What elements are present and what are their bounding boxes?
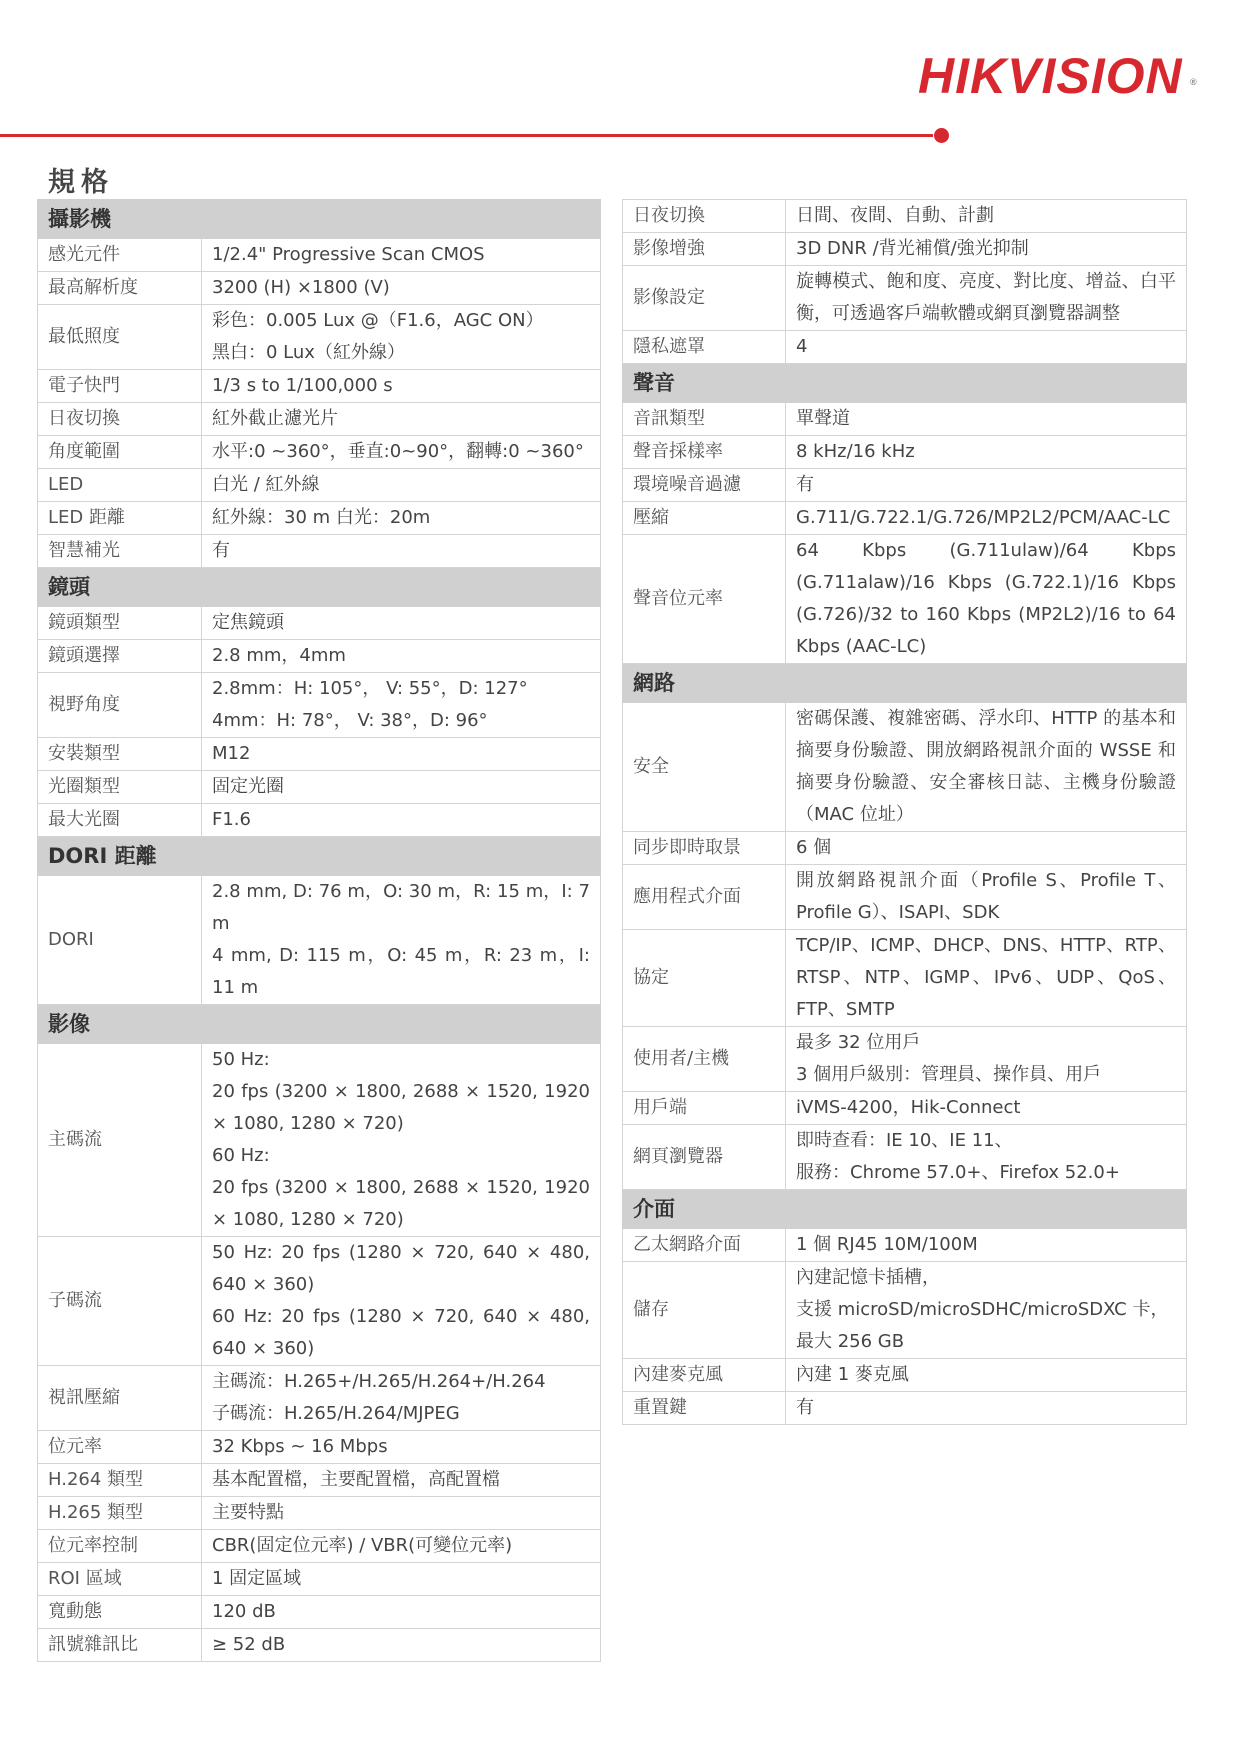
section-title: DORI 距離 — [38, 837, 601, 876]
section-header — [623, 1190, 1187, 1229]
spec-value — [202, 502, 601, 535]
spec-row — [623, 1027, 1187, 1092]
section-header — [623, 664, 1187, 703]
spec-row — [38, 1431, 601, 1464]
spec-value — [786, 469, 1187, 502]
spec-value-line: 白光 / 紅外線 — [212, 474, 320, 495]
spec-label: 子碼流 — [38, 1237, 202, 1366]
spec-row — [38, 370, 601, 403]
spec-row — [38, 1044, 601, 1237]
spec-row — [623, 266, 1187, 331]
spec-value-line: ≥ 52 dB — [212, 1634, 286, 1655]
spec-value — [202, 272, 601, 305]
spec-row — [38, 502, 601, 535]
spec-label: 光圈類型 — [38, 771, 202, 804]
section-title: 鏡頭 — [38, 568, 601, 607]
spec-label: ROI 區域 — [38, 1563, 202, 1596]
spec-row — [623, 703, 1187, 832]
logo-text: HIKVISION — [918, 48, 1183, 104]
spec-value-line: G.711/G.722.1/G.726/MP2L2/PCM/AAC-LC — [796, 507, 1171, 528]
spec-value-line: 4mm：H: 78°， V: 38°，D: 96° — [212, 710, 488, 731]
header-divider-line — [0, 134, 933, 137]
spec-row — [623, 1392, 1187, 1425]
spec-table-left — [37, 199, 601, 1662]
spec-value-line: 64 Kbps (G.711ulaw)/64 Kbps (G.711alaw)/16 Kbps (G.722.1)/16 Kbps (G.726)/32 to 160 Kbps (MP2L2)/16 to 64 Kbps (AAC-LC) — [796, 540, 1176, 657]
spec-value — [786, 331, 1187, 364]
spec-label: 協定 — [623, 930, 786, 1027]
spec-value — [786, 1262, 1187, 1359]
spec-value — [786, 1125, 1187, 1190]
spec-value-line: M12 — [212, 743, 251, 764]
spec-value — [786, 703, 1187, 832]
spec-label: 聲音採樣率 — [623, 436, 786, 469]
spec-row — [38, 771, 601, 804]
spec-value — [786, 403, 1187, 436]
spec-value-line: 旋轉模式、飽和度、亮度、對比度、增益、白平衡，可透過客戶端軟體或網頁瀏覽器調整 — [796, 271, 1176, 324]
spec-value — [202, 771, 601, 804]
spec-label: 影像設定 — [623, 266, 786, 331]
spec-value-line: 即時查看：IE 10、IE 11、 — [796, 1130, 1013, 1151]
spec-label: 隱私遮罩 — [623, 331, 786, 364]
spec-label: 同步即時取景 — [623, 832, 786, 865]
spec-label: 壓縮 — [623, 502, 786, 535]
spec-value — [202, 1431, 601, 1464]
spec-value-line: CBR(固定位元率) / VBR(可變位元率) — [212, 1535, 513, 1556]
spec-value — [786, 1092, 1187, 1125]
spec-label: 智慧補光 — [38, 535, 202, 568]
spec-label: 視野角度 — [38, 673, 202, 738]
section-title: 網路 — [623, 664, 1187, 703]
spec-value-line: 3200 (H) ×1800 (V) — [212, 277, 390, 298]
spec-row — [38, 1366, 601, 1431]
spec-value — [202, 640, 601, 673]
spec-value-line: 單聲道 — [796, 408, 850, 429]
spec-row — [38, 239, 601, 272]
spec-value-line: 1/2.4" Progressive Scan CMOS — [212, 244, 485, 265]
spec-label: 影像增強 — [623, 233, 786, 266]
spec-value-line: 2.8mm：H: 105°， V: 55°，D: 127° — [212, 678, 528, 699]
spec-value-line: 紅外截止濾光片 — [212, 408, 338, 429]
spec-value-line: 紅外線：30 m 白光：20m — [212, 507, 431, 528]
spec-row — [623, 865, 1187, 930]
spec-label: 內建麥克風 — [623, 1359, 786, 1392]
spec-value-line: 主要特點 — [212, 1502, 284, 1523]
section-title: 影像 — [38, 1005, 601, 1044]
spec-value-line: 定焦鏡頭 — [212, 612, 284, 633]
spec-label: LED — [38, 469, 202, 502]
spec-label: 寬動態 — [38, 1596, 202, 1629]
spec-label: 位元率 — [38, 1431, 202, 1464]
spec-label: 感光元件 — [38, 239, 202, 272]
section-title: 聲音 — [623, 364, 1187, 403]
section-header — [38, 1005, 601, 1044]
spec-value-line: 120 dB — [212, 1601, 276, 1622]
spec-value-line: 水平:0 ~360°，垂直:0~90°，翻轉:0 ~360° — [212, 441, 584, 462]
spec-row — [623, 200, 1187, 233]
spec-label: DORI — [38, 876, 202, 1005]
spec-value-line: 32 Kbps ~ 16 Mbps — [212, 1436, 388, 1457]
spec-value — [202, 1497, 601, 1530]
hikvision-logo — [918, 46, 1197, 106]
section-title: 介面 — [623, 1190, 1187, 1229]
spec-label: 最大光圈 — [38, 804, 202, 837]
spec-value-line: 有 — [796, 474, 814, 495]
spec-value-line: 50 Hz: — [212, 1049, 270, 1070]
spec-row — [38, 535, 601, 568]
page-title: 規格 — [48, 167, 114, 198]
spec-label: 鏡頭選擇 — [38, 640, 202, 673]
section-header — [38, 837, 601, 876]
spec-value — [202, 305, 601, 370]
spec-row — [623, 832, 1187, 865]
spec-value — [786, 1359, 1187, 1392]
spec-label: 用戶端 — [623, 1092, 786, 1125]
spec-value — [202, 804, 601, 837]
spec-value-line: 內建記憶卡插槽， — [796, 1267, 940, 1288]
spec-row — [623, 1229, 1187, 1262]
spec-row — [38, 738, 601, 771]
spec-value — [202, 1530, 601, 1563]
spec-label: 網頁瀏覽器 — [623, 1125, 786, 1190]
spec-value-line: 基本配置檔，主要配置檔，高配置檔 — [212, 1469, 500, 1490]
spec-value-line: 3D DNR /背光補償/強光抑制 — [796, 238, 1029, 259]
spec-value-line: 2.8 mm, D: 76 m，O: 30 m，R: 15 m，I: 7 m — [212, 881, 590, 934]
spec-label: 日夜切換 — [623, 200, 786, 233]
spec-table-right — [622, 199, 1187, 1425]
spec-value — [202, 1596, 601, 1629]
spec-label: 最低照度 — [38, 305, 202, 370]
spec-value-line: 固定光圈 — [212, 776, 284, 797]
spec-value-line: 有 — [796, 1397, 814, 1418]
spec-row — [623, 1262, 1187, 1359]
spec-value — [786, 436, 1187, 469]
spec-row — [623, 436, 1187, 469]
spec-row — [38, 1530, 601, 1563]
spec-row — [38, 1629, 601, 1662]
spec-value — [202, 535, 601, 568]
spec-label: 位元率控制 — [38, 1530, 202, 1563]
section-title: 攝影機 — [38, 200, 601, 239]
spec-row — [38, 1237, 601, 1366]
spec-value-line: 20 fps (3200 × 1800, 2688 × 1520, 1920 × 1080, 1280 × 720) — [212, 1177, 590, 1230]
spec-row — [38, 1497, 601, 1530]
spec-row — [623, 469, 1187, 502]
spec-value-line: 開放網路視訊介面（Profile S、Profile T、Profile G）、ISAPI、SDK — [796, 870, 1176, 923]
spec-value-line: 4 mm, D: 115 m，O: 45 m，R: 23 m，I: 11 m — [212, 945, 590, 998]
spec-value-line: 支援 microSD/microSDHC/microSDXC 卡， — [796, 1299, 1169, 1320]
spec-value-line: iVMS-4200，Hik-Connect — [796, 1097, 1021, 1118]
spec-value-line: 最多 32 位用戶 — [796, 1032, 921, 1053]
spec-value-line: 3 個用戶級別：管理員、操作員、用戶 — [796, 1064, 1102, 1085]
spec-label: 音訊類型 — [623, 403, 786, 436]
spec-value — [202, 1563, 601, 1596]
spec-row — [38, 436, 601, 469]
spec-row — [38, 640, 601, 673]
spec-row — [623, 331, 1187, 364]
spec-row — [38, 469, 601, 502]
spec-label: 聲音位元率 — [623, 535, 786, 664]
spec-value — [202, 469, 601, 502]
spec-row — [38, 403, 601, 436]
spec-row — [38, 272, 601, 305]
spec-value-line: 有 — [212, 540, 230, 561]
spec-value — [202, 673, 601, 738]
spec-value-line: 內建 1 麥克風 — [796, 1364, 909, 1385]
spec-value-line: 6 個 — [796, 837, 832, 858]
spec-label: 視訊壓縮 — [38, 1366, 202, 1431]
spec-value-line: 服務：Chrome 57.0+、Firefox 52.0+ — [796, 1162, 1120, 1183]
spec-value — [202, 239, 601, 272]
spec-value — [786, 930, 1187, 1027]
spec-label: 使用者/主機 — [623, 1027, 786, 1092]
section-header — [623, 364, 1187, 403]
spec-value — [202, 607, 601, 640]
spec-value-line: 20 fps (3200 × 1800, 2688 × 1520, 1920 × 1080, 1280 × 720) — [212, 1081, 590, 1134]
spec-value-line: TCP/IP、ICMP、DHCP、DNS、HTTP、RTP、RTSP、NTP、IGMP、IPv6、UDP、QoS、FTP、SMTP — [796, 935, 1176, 1020]
spec-value-line: 4 — [796, 336, 808, 357]
spec-row — [623, 502, 1187, 535]
spec-value — [202, 1237, 601, 1366]
spec-value-line: 黑白：0 Lux（紅外線） — [212, 342, 405, 363]
spec-row — [623, 1092, 1187, 1125]
spec-value-line: 日間、夜間、自動、計劃 — [796, 205, 994, 226]
spec-value-line: F1.6 — [212, 809, 251, 830]
spec-row — [623, 535, 1187, 664]
spec-value-line: 最大 256 GB — [796, 1331, 905, 1352]
spec-row — [38, 305, 601, 370]
spec-row — [38, 876, 601, 1005]
spec-value — [202, 403, 601, 436]
spec-value — [202, 1366, 601, 1431]
spec-row — [38, 1596, 601, 1629]
spec-label: 乙太網路介面 — [623, 1229, 786, 1262]
spec-label: 應用程式介面 — [623, 865, 786, 930]
spec-value — [786, 266, 1187, 331]
spec-row — [38, 1464, 601, 1497]
spec-label: 主碼流 — [38, 1044, 202, 1237]
spec-value — [786, 832, 1187, 865]
spec-value — [202, 876, 601, 1005]
spec-label: 安裝類型 — [38, 738, 202, 771]
section-header — [38, 200, 601, 239]
spec-value-line: 8 kHz/16 kHz — [796, 441, 915, 462]
spec-value — [786, 1392, 1187, 1425]
spec-value — [786, 200, 1187, 233]
header-divider-dot — [934, 128, 949, 143]
spec-value — [786, 1027, 1187, 1092]
spec-row — [623, 1125, 1187, 1190]
spec-value — [786, 535, 1187, 664]
spec-value — [786, 1229, 1187, 1262]
spec-label: 訊號雜訊比 — [38, 1629, 202, 1662]
spec-value-line: 60 Hz: 20 fps (1280 × 720, 640 × 480, 640 × 360) — [212, 1306, 590, 1359]
spec-label: H.264 類型 — [38, 1464, 202, 1497]
spec-value — [786, 233, 1187, 266]
spec-row — [623, 403, 1187, 436]
spec-value — [202, 738, 601, 771]
spec-value-line: 2.8 mm，4mm — [212, 645, 346, 666]
spec-row — [623, 233, 1187, 266]
spec-value-line: 1/3 s to 1/100,000 s — [212, 375, 393, 396]
spec-row — [38, 673, 601, 738]
spec-row — [38, 804, 601, 837]
spec-value-line: 主碼流：H.265+/H.265/H.264+/H.264 — [212, 1371, 546, 1392]
spec-value-line: 密碼保護、複雜密碼、浮水印、HTTP 的基本和摘要身份驗證、開放網路視訊介面的 WSSE 和摘要身份驗證、安全審核日誌、主機身份驗證（MAC 位址） — [796, 708, 1176, 825]
spec-label: 環境噪音過濾 — [623, 469, 786, 502]
registered-mark: ® — [1189, 77, 1197, 87]
spec-row — [623, 1359, 1187, 1392]
spec-label: 安全 — [623, 703, 786, 832]
spec-value — [202, 1464, 601, 1497]
spec-value-line: 50 Hz: 20 fps (1280 × 720, 640 × 480, 640 × 360) — [212, 1242, 590, 1295]
spec-label: 最高解析度 — [38, 272, 202, 305]
spec-value-line: 彩色：0.005 Lux @（F1.6，AGC ON） — [212, 310, 544, 331]
spec-label: 電子快門 — [38, 370, 202, 403]
spec-value-line: 子碼流：H.265/H.264/MJPEG — [212, 1403, 460, 1424]
spec-value-line: 1 個 RJ45 10M/100M — [796, 1234, 978, 1255]
spec-value — [202, 1044, 601, 1237]
section-header — [38, 568, 601, 607]
spec-row — [623, 930, 1187, 1027]
spec-value — [786, 502, 1187, 535]
spec-value — [202, 1629, 601, 1662]
spec-value — [202, 370, 601, 403]
spec-label: 重置鍵 — [623, 1392, 786, 1425]
spec-label: 日夜切換 — [38, 403, 202, 436]
spec-label: 鏡頭類型 — [38, 607, 202, 640]
spec-row — [38, 1563, 601, 1596]
spec-value — [202, 436, 601, 469]
spec-value-line: 60 Hz: — [212, 1145, 270, 1166]
spec-label: 儲存 — [623, 1262, 786, 1359]
spec-label: LED 距離 — [38, 502, 202, 535]
spec-label: H.265 類型 — [38, 1497, 202, 1530]
spec-label: 角度範圍 — [38, 436, 202, 469]
spec-value-line: 1 固定區域 — [212, 1568, 302, 1589]
spec-row — [38, 607, 601, 640]
spec-value — [786, 865, 1187, 930]
